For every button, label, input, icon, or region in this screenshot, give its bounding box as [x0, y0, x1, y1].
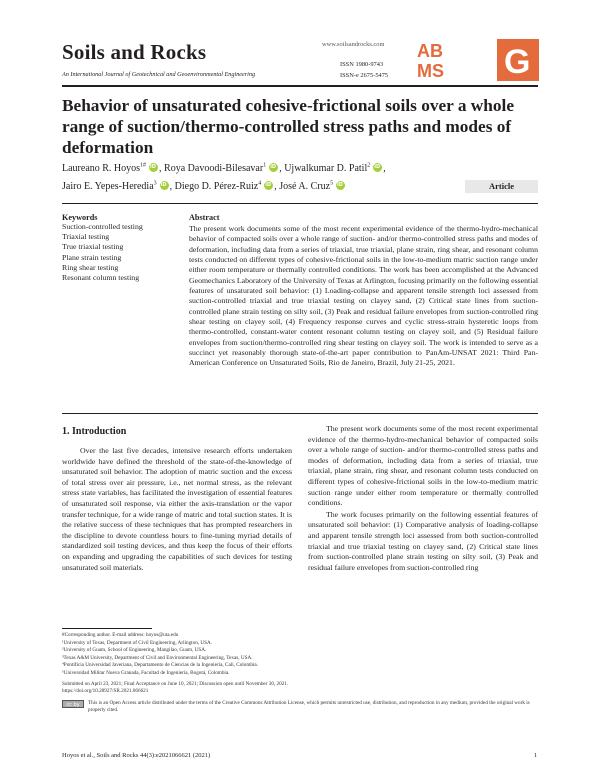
- geo-logo-letter: G: [504, 43, 531, 81]
- keywords-list: [62, 222, 182, 283]
- svg-text:MS: MS: [417, 61, 444, 81]
- author-name: Diego D. Pérez-Ruiz: [174, 181, 259, 192]
- affiliation-item: ²University of Guam, School of Engineering, Mangilao, Guam, USA.: [62, 647, 207, 654]
- paragraph: The present work documents some of the most recent experimental evidence of the thermo-hydro-mechanical behavior of compacted soils over a whole range of suction- and/or thermo-controlled stress paths and modes of deformation, including data from a series of triaxial, true triaxial, plane strain, ring shear, and resonant column tests conducted on different types of cohesive-frictional soils in the low-to-medium matric suction range under either room temperature or thermally controlled conditions.: [308, 424, 538, 508]
- keywords-heading: Keywords: [62, 213, 98, 222]
- author-affiliation-sup: 4: [258, 180, 262, 187]
- affiliation-item: ³Texas A&M University, Department of Civil and Environmental Engineering, Texas, USA.: [62, 654, 253, 661]
- author-affiliation-sup: 1#: [140, 162, 147, 169]
- article-type-badge: Article: [465, 180, 538, 193]
- article-title: Behavior of unsaturated cohesive-frictional soils over a whole range of suction/thermo-controlled stress paths and modes of deformation: [62, 96, 515, 157]
- keyword-item: Ring shear testing: [62, 262, 119, 272]
- author: [62, 163, 159, 174]
- journal-url-link[interactable]: www.soilsandrocks.com: [322, 41, 385, 48]
- author-name: Roya Davoodi-Bilesavar: [164, 163, 264, 174]
- authors-line-2: Jairo E. Yepes-Heredia$^3$iD , Diego D. Pérez-Ruiz$^4$iD , José A. Cruz$^5$iD: [62, 181, 532, 192]
- author: [62, 181, 170, 192]
- paragraph: The work focuses primarily on the following essential features of unsaturated soil behavior: (1) Comparative analysis of loading-collapse and apparent tensile strength loci assessed from both suction-controlled triaxial and true triaxial testing on clayey sand, (2) Critical state lines from suction-controlled plane strain testing on silty soil, (3) Peak and residual failure envelopes from suction-controlled ring: [308, 509, 538, 572]
- orcid-icon[interactable]: [149, 163, 158, 172]
- author: [284, 163, 383, 174]
- geo-logo: [497, 39, 539, 81]
- affiliation-item: ¹University of Texas, Department of Civil Engineering, Arlington, USA.: [62, 639, 213, 646]
- affiliation-item: ⁴Pontificia Universidad Javeriana, Departamento de Ciencias de la Ingeniería, Cali, Colombia.: [62, 662, 258, 669]
- journal-subtitle: An International Journal of Geotechnical and Geoenvironmental Engineering: [62, 71, 256, 78]
- intro-left-column: [62, 446, 292, 573]
- paragraph: Over the last five decades, intensive research efforts undertaken worldwide have defined the threshold of the state-of-the-knowledge of unsaturated soil behavior. The adoption of matric suction and the excess of total stress over air pressure, i.e., net normal stress, as the relevant stress state variables, has facilitated the investigation of essential features of unsaturated soil response, via either the axis-translation or the vapor transfer technique, for a wide range of matric and total suction states. It is the relative success of these techniques that has prompted researchers in the discipline to devote countless hours to fine-tuning myriad details of standardized soil testing devices, and thus keep the focus of their efforts on expanding and upgrading the capabilities of such devices for testing unsaturated soil materials.: [62, 446, 292, 572]
- author-affiliation-sup: 2: [367, 162, 371, 169]
- journal-name: Soils and Rocks: [62, 40, 207, 64]
- keyword-item: True triaxial testing: [62, 242, 124, 252]
- orcid-icon[interactable]: [264, 181, 273, 190]
- header-rule: [62, 85, 538, 87]
- abstract-rule: [62, 203, 538, 204]
- author: [164, 163, 279, 174]
- keyword-item: Triaxial testing: [62, 232, 110, 242]
- license-text: This is an Open Access article distributed under the terms of the Creative Commons Attribution License, which permits unrestricted use, distribution, and reproduction in any medium, provided the original work is properly cited.: [88, 699, 530, 714]
- intro-rule: [62, 413, 538, 414]
- abms-logo: [415, 39, 463, 81]
- keyword-item: Plane strain testing: [62, 252, 122, 262]
- abstract-text: The present work documents some of the most recent experimental evidence of the thermo-hydro-mechanical behavior of compacted soils over a whole range of suction- and/or thermo-controlled stress paths and modes of deformation, including data from a series of triaxial, true triaxial, plane strain, ring shear, and resonant column tests conducted on different types of cohesive-frictional soils in the low-to-medium matric suction range under either room temperature or thermally controlled conditions. The work has been accomplished at the Advanced Geomechanics Laboratory of the University of Texas at Arlington, focusing primarily on the following essential features of unsaturated soil behavior: (1) Loading-collapse and apparent tensile strength loci assessed from suction-controlled triaxial and true triaxial testing on clayey sand, (2) Critical state lines from suction-controlled plane strain testing on silty soil, (3) Peak and residual failure envelopes from suction-controlled ring shear testing on clayey soil, (4) Frequency response curves and cyclic stress-strain hysteretic loops from thermo-controlled, constant-water content resonant column testing on clayey soil, and (5) Residual failure envelopes from suction/thermo-controlled ring shear testing on clayey soil. The work is intended to serve as a succinct yet reasonably thorough state-of-the-art paper contribution to PanAm-UNSAT 2021: Third Pan-American Conference on Unsaturated Soils, Rio de Janeiro, Brazil, July 21-25, 2021.: [189, 224, 539, 368]
- page-number: 1: [534, 752, 538, 759]
- affiliation-item: ⁵Universidad Militar Nueva Granada, Facultad de Ingeniería, Bogotá, Colombia.: [62, 669, 230, 676]
- keyword-item: Suction-controlled testing: [62, 222, 143, 231]
- author-affiliation-sup: 1: [263, 162, 267, 169]
- intro-right-column: [308, 424, 538, 573]
- orcid-icon[interactable]: [269, 163, 278, 172]
- orcid-icon[interactable]: [160, 181, 169, 190]
- footer-citation: Hoyos et al., Soils and Rocks 44(3):e2021066621 (2021): [62, 752, 211, 759]
- authors-line-1: Laureano R. Hoyos$^{1\#}$iD , Roya Davoodi-Bilesavar$^1$iD , Ujwalkumar D. Patil$^2$iD ,: [62, 163, 532, 174]
- license-row: [62, 700, 538, 715]
- corresponding-author: #Corresponding author. E-mail address: hoyos@uta.edu: [62, 632, 179, 638]
- doi-link[interactable]: https://doi.org/10.28927/SR.2021.066621: [62, 688, 149, 695]
- author-affiliation-sup: 5: [330, 180, 334, 187]
- submission-dates: Submitted on April 23, 2021; Final Acceptance on June 10, 2021; Discussion open until November 30, 2021.: [62, 680, 289, 687]
- author-name: Ujwalkumar D. Patil: [284, 163, 368, 174]
- issn: ISSN 1980-9743: [340, 61, 384, 68]
- footnote-rule: [62, 628, 152, 629]
- author-name: José A. Cruz: [279, 181, 331, 192]
- abstract-heading: Abstract: [189, 213, 220, 222]
- keywords-block: [62, 213, 182, 283]
- affiliations-list: [62, 640, 538, 678]
- orcid-icon[interactable]: [336, 181, 345, 190]
- author: [279, 181, 346, 192]
- cc-by-icon[interactable]: cc by: [62, 700, 84, 708]
- author: [175, 181, 275, 192]
- author-affiliation-sup: 3: [153, 180, 157, 187]
- eissn: ISSN-e 2675-5475: [340, 72, 389, 79]
- footnotes: [62, 632, 538, 715]
- author-name: Laureano R. Hoyos: [62, 163, 141, 174]
- author-name: Jairo E. Yepes-Heredia: [62, 181, 154, 192]
- orcid-icon[interactable]: [373, 163, 382, 172]
- svg-text:AB: AB: [417, 41, 443, 61]
- section-heading-introduction: 1. Introduction: [62, 426, 127, 437]
- keyword-item: Resonant column testing: [62, 273, 140, 283]
